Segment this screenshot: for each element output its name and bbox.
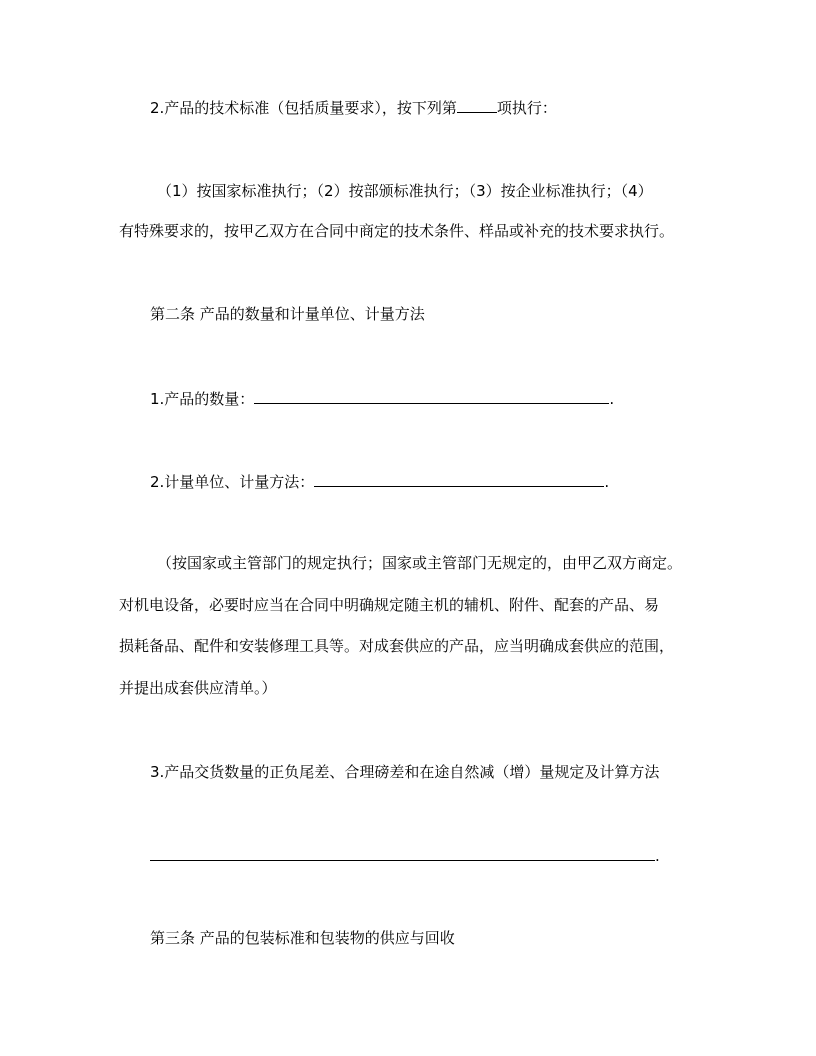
product-quantity-end: .	[609, 390, 615, 408]
measurement-method-blank	[314, 471, 604, 487]
technical-standard-text: 2.产品的技术标准（包括质量要求），按下列第	[150, 99, 457, 117]
regulation-note-line-3: 损耗备品、配件和安装修理工具等。对成套供应的产品，应当明确成套供应的范围，	[119, 637, 675, 655]
technical-standard-paragraph	[150, 97, 557, 117]
regulation-note-line-1: （按国家或主管部门的规定执行；国家或主管部门无规定的，由甲乙双方商定。	[157, 554, 683, 572]
product-quantity-label: 1.产品的数量：	[150, 390, 255, 408]
delivery-tolerance-answer	[150, 845, 660, 865]
measurement-method-item	[150, 471, 609, 491]
item-number-blank	[457, 97, 497, 113]
standards-options-line-2: 有特殊要求的，按甲乙双方在合同中商定的技术条件、样品或补充的技术要求执行。	[119, 222, 675, 240]
delivery-tolerance-end: .	[655, 847, 660, 865]
article-3-heading: 第三条 产品的包装标准和包装物的供应与回收	[150, 929, 455, 947]
technical-standard-suffix: 项执行：	[496, 99, 557, 117]
measurement-method-end: .	[604, 473, 610, 491]
delivery-tolerance-item: 3.产品交货数量的正负尾差、合理磅差和在途自然减（增）量规定及计算方法	[150, 763, 660, 781]
article-2-heading: 第二条 产品的数量和计量单位、计量方法	[150, 305, 425, 323]
standards-options-line-1: （1）按国家标准执行；（2）按部颁标准执行；（3）按企业标准执行；（4）	[157, 182, 653, 200]
product-quantity-item	[150, 388, 614, 408]
product-quantity-blank	[254, 388, 609, 404]
regulation-note-line-4: 并提出成套供应清单。）	[119, 679, 277, 697]
regulation-note-line-2: 对机电设备，必要时应当在合同中明确规定随主机的辅机、附件、配套的产品、易	[119, 596, 660, 614]
delivery-tolerance-blank	[150, 845, 655, 861]
measurement-method-label: 2.计量单位、计量方法：	[150, 473, 315, 491]
